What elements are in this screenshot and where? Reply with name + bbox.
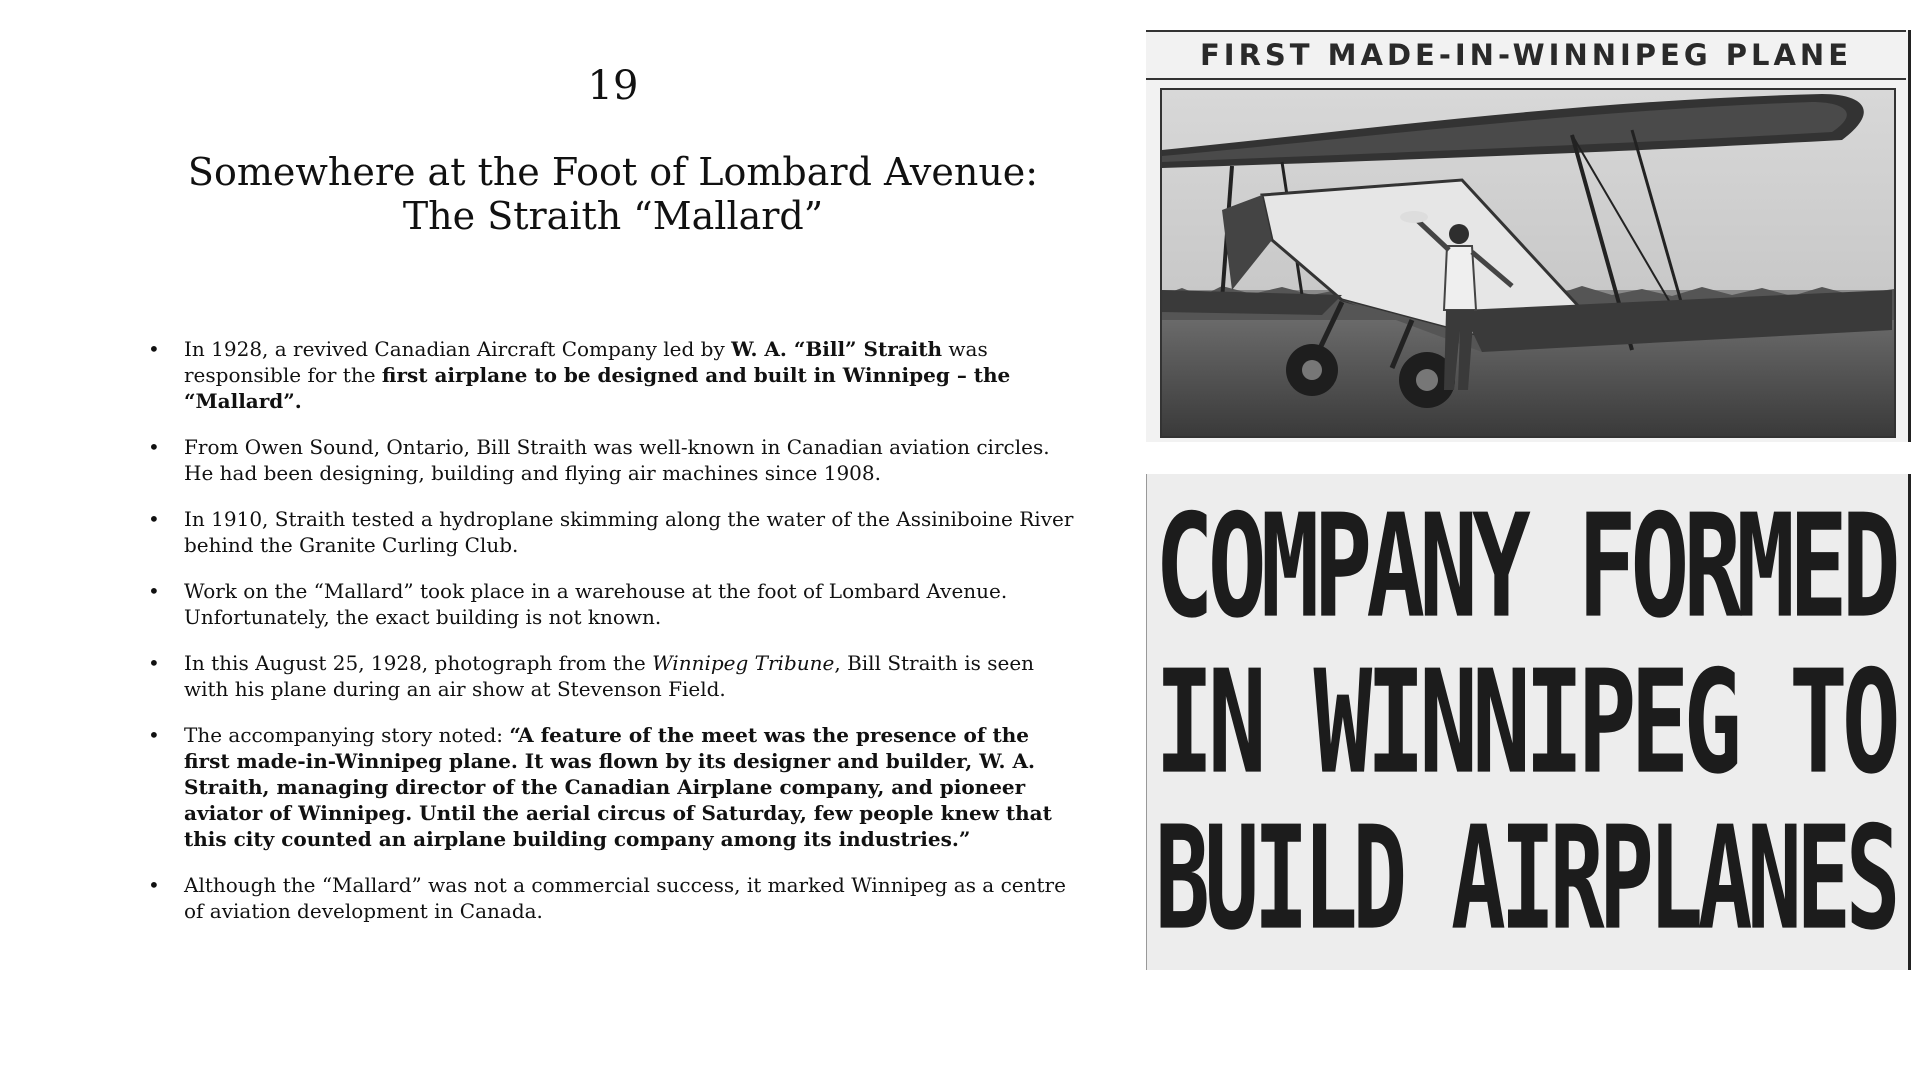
bullet-item: [140, 872, 1075, 924]
slide-title-line-2: The Straith “Mallard”: [402, 194, 824, 238]
slide-number: 19: [587, 63, 639, 109]
bullet-item: [140, 434, 1075, 486]
bullet-text: In 1928, a revived Canadian Aircraft Company led by: [184, 337, 732, 361]
bullet-dot: •: [148, 507, 160, 531]
bullet-dot: •: [148, 337, 160, 361]
slide-title: [0, 150, 1226, 238]
bullet-item: [140, 650, 1075, 702]
headline-line: BUILD AIRPLANES: [1155, 795, 1896, 963]
bullet-list: [140, 336, 1075, 944]
photo-caption-headline: FIRST MADE-IN-WINNIPEG PLANE: [1146, 30, 1906, 80]
bullet-text: first airplane to be designed and built in Winnipeg – the “Mallard”.: [184, 363, 1011, 413]
bullet-item: [140, 722, 1075, 852]
headline-line: IN WINNIPEG TO: [1155, 639, 1895, 807]
bullet-dot: •: [148, 873, 160, 897]
bullet-text: W. A. “Bill” Straith: [731, 337, 943, 361]
bullet-item: [140, 506, 1075, 558]
bullet-text: The accompanying story noted:: [184, 723, 510, 747]
bullet-text: , Bill Straith is seen with his plane during an air show at Stevenson Field.: [184, 651, 1035, 701]
newspaper-photo-clipping: [1146, 30, 1911, 442]
bullet-text: “A feature of the meet was the presence of the first made-in-Winnipeg plane. It was flown by its designer and builder, W. A. Straith, managing director of the Canadian Airplane company, and pioneer aviator of Winnipeg. Until the aerial circus of Saturday, few people knew that this city counted an airplane building company among its industries.”: [184, 723, 1052, 851]
bullet-dot: •: [148, 579, 160, 603]
bullet-text: was responsible for the: [184, 337, 988, 387]
bullet-text: From Owen Sound, Ontario, Bill Straith was well-known in Canadian aviation circles. He had been designing, building and flying air machines since 1908.: [184, 435, 1050, 485]
slide-title-line-1: Somewhere at the Foot of Lombard Avenue:: [187, 150, 1039, 194]
newspaper-headline-clipping: [1146, 474, 1911, 970]
bullet-item: [140, 336, 1075, 414]
bullet-item: [140, 578, 1075, 630]
headline-line: COMPANY FORMED: [1155, 483, 1895, 651]
airplane-photo: [1160, 88, 1896, 438]
bullet-dot: •: [148, 651, 160, 675]
bullet-dot: •: [148, 435, 160, 459]
bullet-text: In this August 25, 1928, photograph from the: [184, 651, 653, 675]
bullet-text: Winnipeg Tribune: [652, 651, 835, 675]
bullet-text: Work on the “Mallard” took place in a warehouse at the foot of Lombard Avenue. Unfortunately, the exact building is not known.: [184, 579, 1008, 629]
bullet-text: Although the “Mallard” was not a commercial success, it marked Winnipeg as a centre of aviation development in Canada.: [184, 873, 1066, 923]
bullet-text: In 1910, Straith tested a hydroplane skimming along the water of the Assiniboine River behind the Granite Curling Club.: [184, 507, 1074, 557]
bullet-dot: •: [148, 723, 160, 747]
